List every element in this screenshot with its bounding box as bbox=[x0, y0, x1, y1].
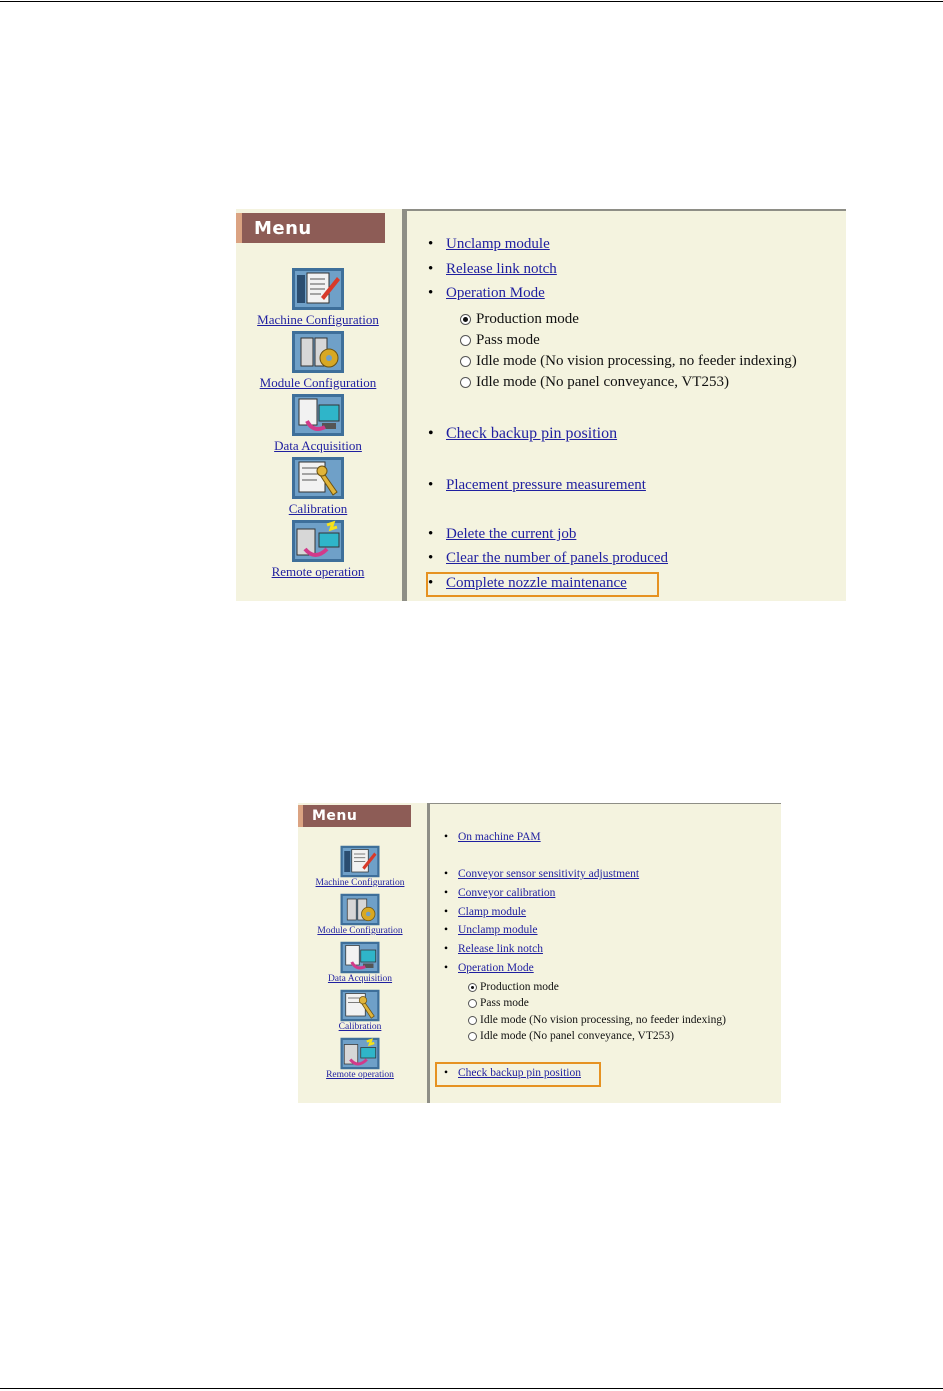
nav-item-data-acquisition[interactable] bbox=[298, 941, 422, 984]
link-row-delete-current-job bbox=[428, 526, 576, 543]
menu-sidebar bbox=[298, 803, 427, 1103]
radio-idle-vision-mode[interactable] bbox=[468, 1016, 477, 1025]
link-row-clear-panels bbox=[428, 550, 668, 567]
bullet: • bbox=[444, 943, 449, 955]
clamp-module-link[interactable]: Clamp module bbox=[458, 906, 527, 918]
radio-production-mode[interactable] bbox=[460, 314, 471, 325]
bullet: • bbox=[444, 906, 449, 918]
radio-pass-mode[interactable] bbox=[468, 999, 477, 1008]
mode-label: Production mode bbox=[476, 311, 579, 327]
radio-pass-mode[interactable] bbox=[460, 335, 471, 346]
nav-label-calibration[interactable]: Calibration bbox=[288, 501, 348, 516]
bullet: • bbox=[428, 477, 434, 493]
mode-label: Idle mode (No panel conveyance, VT253) bbox=[476, 374, 729, 390]
nav-item-module-configuration[interactable] bbox=[298, 893, 422, 936]
nav-item-remote-operation[interactable] bbox=[238, 519, 398, 580]
nav-label-calibration[interactable]: Calibration bbox=[338, 1022, 382, 1032]
delete-current-job-link[interactable]: Delete the current job bbox=[446, 526, 577, 542]
sidebar-divider bbox=[427, 803, 430, 1103]
nav-item-machine-configuration[interactable] bbox=[238, 267, 398, 328]
radio-idle-vision-mode[interactable] bbox=[460, 356, 471, 367]
nav-item-data-acquisition[interactable] bbox=[238, 393, 398, 454]
nav-label-data-acquisition[interactable]: Data Acquisition bbox=[327, 974, 393, 984]
unclamp-module-link[interactable]: Unclamp module bbox=[446, 236, 550, 252]
mode-label: Pass mode bbox=[480, 997, 529, 1009]
nav-item-machine-configuration[interactable] bbox=[298, 845, 422, 888]
nav-label-remote-operation[interactable]: Remote operation bbox=[326, 1070, 394, 1080]
release-link-notch-link[interactable]: Release link notch bbox=[446, 261, 557, 277]
machine-configuration-icon bbox=[291, 267, 345, 311]
data-acquisition-icon bbox=[339, 941, 381, 974]
bullet: • bbox=[444, 831, 449, 843]
link-row-on-machine-pam bbox=[444, 831, 541, 843]
menu-title: Menu bbox=[254, 218, 312, 239]
link-row-release-link-notch bbox=[444, 943, 543, 955]
link-row-check-backup-pin bbox=[428, 425, 617, 443]
data-acquisition-icon bbox=[291, 393, 345, 437]
page-bottom-rule bbox=[0, 1388, 943, 1389]
bullet: • bbox=[428, 425, 434, 442]
conveyor-sensor-link[interactable]: Conveyor sensor sensitivity adjustment bbox=[458, 868, 640, 880]
bullet: • bbox=[444, 868, 449, 880]
operation-mode-link[interactable]: Operation Mode bbox=[458, 962, 534, 974]
screenshot-upper-maintenance-menu bbox=[236, 209, 846, 601]
module-configuration-icon bbox=[339, 893, 381, 926]
conveyor-calibration-link[interactable]: Conveyor calibration bbox=[458, 887, 556, 899]
menu-header bbox=[236, 213, 385, 243]
link-row-unclamp-module bbox=[444, 924, 538, 936]
mode-option-pass[interactable] bbox=[468, 997, 529, 1009]
calibration-icon bbox=[339, 989, 381, 1022]
link-row-release-link-notch bbox=[428, 261, 557, 278]
nav-label-data-acquisition[interactable]: Data Acquisition bbox=[274, 438, 362, 453]
link-row-clamp-module bbox=[444, 906, 526, 918]
remote-operation-icon bbox=[339, 1037, 381, 1070]
bullet: • bbox=[444, 924, 449, 936]
menu-title: Menu bbox=[312, 808, 358, 824]
bullet: • bbox=[428, 550, 434, 566]
unclamp-module-link[interactable]: Unclamp module bbox=[458, 924, 538, 936]
on-machine-pam-link[interactable]: On machine PAM bbox=[458, 831, 541, 843]
mode-label: Idle mode (No panel conveyance, VT253) bbox=[480, 1030, 674, 1042]
nav-item-calibration[interactable] bbox=[238, 456, 398, 517]
mode-option-idle-conveyance[interactable] bbox=[460, 374, 729, 391]
link-row-conveyor-sensor bbox=[444, 868, 639, 880]
bullet: • bbox=[428, 261, 434, 277]
nav-label-machine-configuration[interactable]: Machine Configuration bbox=[257, 312, 379, 327]
mode-label: Pass mode bbox=[476, 332, 540, 348]
link-row-operation-mode bbox=[428, 285, 545, 302]
bullet: • bbox=[428, 526, 434, 542]
placement-pressure-link[interactable]: Placement pressure measurement bbox=[446, 477, 646, 493]
link-row-placement-pressure bbox=[428, 477, 646, 494]
content-top-border bbox=[430, 803, 781, 804]
nav-label-module-configuration[interactable]: Module Configuration bbox=[259, 375, 377, 390]
bullet: • bbox=[428, 285, 434, 301]
bullet: • bbox=[444, 887, 449, 899]
mode-label: Idle mode (No vision processing, no feeder indexing) bbox=[476, 353, 797, 369]
calibration-icon bbox=[291, 456, 345, 500]
menu-sidebar bbox=[236, 209, 402, 601]
link-row-unclamp-module bbox=[428, 236, 550, 253]
mode-option-idle-conveyance[interactable] bbox=[468, 1030, 674, 1042]
nav-label-module-configuration[interactable]: Module Configuration bbox=[317, 926, 403, 936]
menu-header-accent bbox=[298, 805, 303, 827]
link-row-operation-mode bbox=[444, 962, 534, 974]
nav-label-machine-configuration[interactable]: Machine Configuration bbox=[315, 878, 405, 888]
radio-idle-conveyance-mode[interactable] bbox=[468, 1032, 477, 1041]
bullet: • bbox=[428, 236, 434, 252]
mode-option-production[interactable] bbox=[468, 981, 559, 993]
remote-operation-icon bbox=[291, 519, 345, 563]
mode-label: Production mode bbox=[480, 981, 559, 993]
sidebar-divider bbox=[402, 209, 407, 601]
link-row-conveyor-calibration bbox=[444, 887, 555, 899]
clear-panels-link[interactable]: Clear the number of panels produced bbox=[446, 550, 669, 566]
bullet: • bbox=[444, 1067, 449, 1079]
mode-option-idle-vision[interactable] bbox=[468, 1014, 726, 1026]
content-top-border bbox=[407, 209, 846, 211]
menu-header-accent bbox=[236, 213, 242, 243]
operation-mode-link[interactable]: Operation Mode bbox=[446, 285, 545, 301]
menu-header bbox=[298, 805, 411, 827]
check-backup-pin-link[interactable]: Check backup pin position bbox=[446, 425, 618, 442]
machine-configuration-icon bbox=[339, 845, 381, 878]
bullet: • bbox=[444, 962, 449, 974]
highlight-box bbox=[435, 1062, 601, 1087]
mode-option-pass[interactable] bbox=[460, 332, 540, 349]
release-link-notch-link[interactable]: Release link notch bbox=[458, 943, 543, 955]
page-top-rule bbox=[0, 1, 943, 2]
module-configuration-icon bbox=[291, 330, 345, 374]
radio-production-mode[interactable] bbox=[468, 983, 477, 992]
nav-item-calibration[interactable] bbox=[298, 989, 422, 1032]
highlight-box bbox=[426, 572, 659, 597]
nav-item-remote-operation[interactable] bbox=[298, 1037, 422, 1080]
check-backup-pin-link[interactable]: Check backup pin position bbox=[458, 1067, 581, 1079]
screenshot-lower-maintenance-menu bbox=[298, 803, 781, 1103]
bullet: • bbox=[428, 575, 434, 591]
nav-item-module-configuration[interactable] bbox=[238, 330, 398, 391]
mode-option-production[interactable] bbox=[460, 311, 579, 328]
mode-option-idle-vision[interactable] bbox=[460, 353, 797, 370]
nav-label-remote-operation[interactable]: Remote operation bbox=[271, 564, 365, 579]
complete-nozzle-maintenance-link[interactable]: Complete nozzle maintenance bbox=[446, 575, 627, 591]
mode-label: Idle mode (No vision processing, no feeder indexing) bbox=[480, 1014, 726, 1026]
radio-idle-conveyance-mode[interactable] bbox=[460, 377, 471, 388]
